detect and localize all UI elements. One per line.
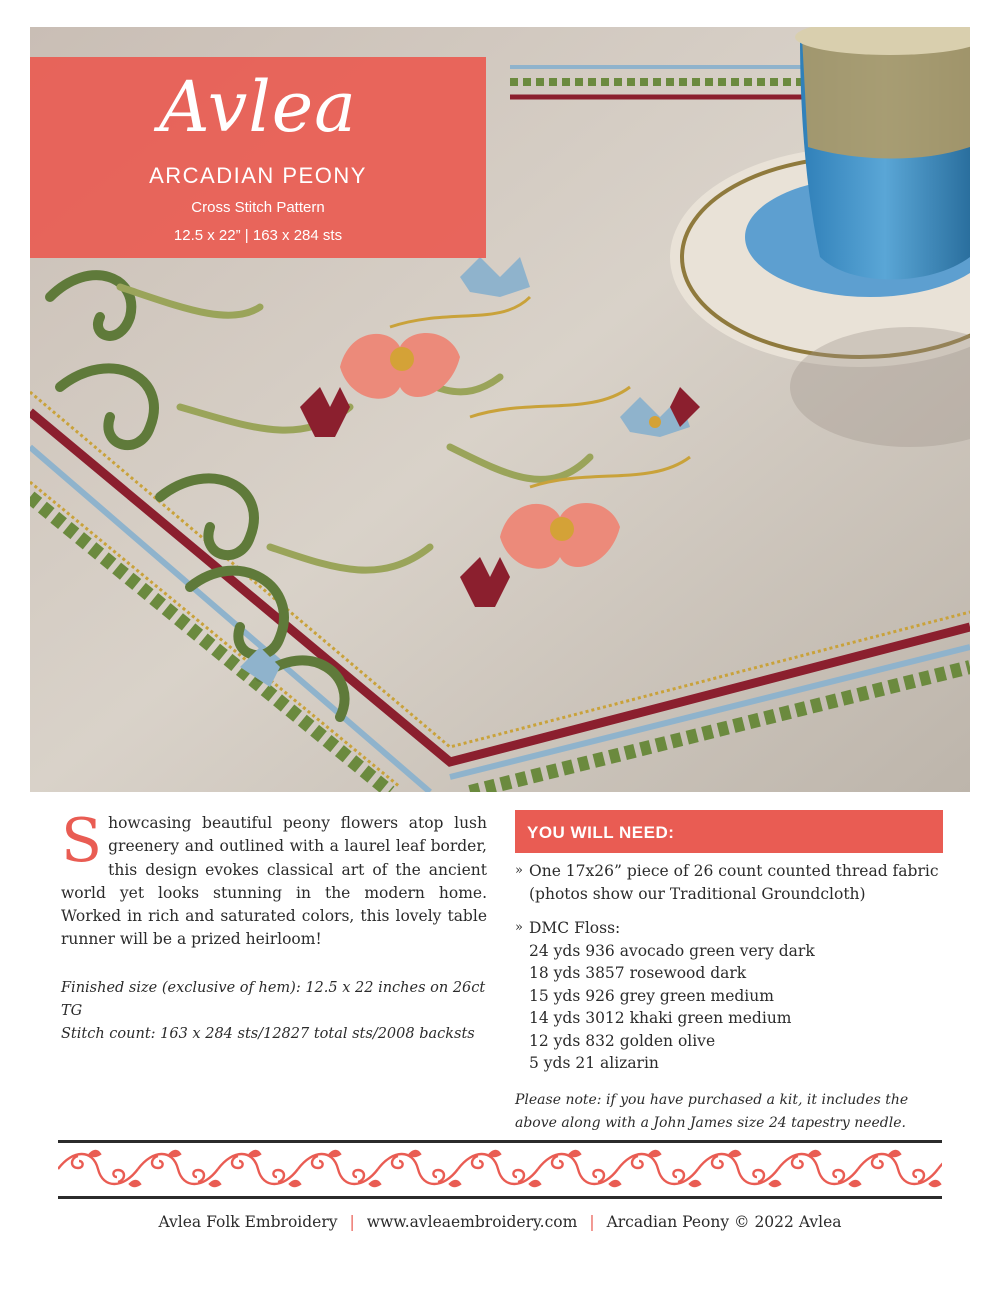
floss-item-heading [515,917,945,940]
description-body: howcasing beautiful peony flowers atop lush greenery and outlined with a laurel leaf border, this design evokes classical art of the ancient world yet looks stunning in the modern home. Worked in rich and saturated colors, this lovely table runner will be a prized heirloom! [61,814,487,949]
description [61,806,487,952]
ornament-scroll [698,1154,778,1184]
you-will-need-heading: YOU WILL NEED: [515,810,943,853]
floss-item: 14 yds 3012 khaki green medium [529,1009,792,1027]
ornament-leaf [570,1151,580,1156]
ornament-curl [72,1156,83,1168]
ornament-scroll [378,1154,458,1184]
ornament-scroll [298,1154,378,1184]
ornament-curl [152,1156,163,1168]
ornament-curl [232,1156,243,1168]
ornament-scroll [458,1154,538,1184]
ornament-curl [792,1156,803,1168]
floss-item: 15 yds 926 grey green medium [529,986,774,1005]
ornament-scroll [138,1154,218,1184]
ornament-leaf [730,1151,740,1156]
footer-separator: | [589,1213,595,1231]
floss-item: 5 yds 21 alizarin [529,1054,659,1072]
ornament-leaf [450,1181,460,1186]
floss-item: 24 yds 936 avocado green very dark [529,941,815,960]
bottom-rule [58,1196,942,1199]
fabric-text: One 17x26” piece of 26 count counted thread fabric (photos show our Traditional Groundcloth) [529,862,939,903]
ornament-leaf [130,1181,140,1186]
footer-copyright: Arcadian Peony © 2022 Avlea [606,1213,842,1231]
ornament-curl [513,1170,524,1182]
ornament-leaf [770,1181,780,1186]
ornament-scroll [938,1154,942,1184]
brand-title: Avlea [159,66,357,148]
ornament-scroll [538,1154,618,1184]
ornament-leaf [930,1181,940,1186]
top-rule [58,1140,942,1143]
ornament-scroll [858,1154,938,1184]
ornament-leaf [810,1151,820,1156]
kit-note: Please note: if you have purchased a kit, it includes the above along with a John James size 24 tapestry needle. [515,1092,909,1131]
ornament-curl [552,1156,563,1168]
footer-separator: | [349,1213,355,1231]
ornament-curl [353,1170,364,1182]
scroll-ornament [58,1146,942,1192]
fabric-item [515,860,945,905]
footer-website[interactable]: www.avleaembroidery.com [366,1213,578,1231]
ornament-leaf [250,1151,260,1156]
finished-size: Finished size (exclusive of hem): 12.5 x 22 inches on 26ct TG [61,980,486,1019]
bullet-mark: » [515,863,523,878]
pattern-dimensions: 12.5 x 22” | 163 x 284 sts [173,227,343,244]
ornament-curl [673,1170,684,1182]
ornament-curl [273,1170,284,1182]
ornament-curl [433,1170,444,1182]
stitch-count: Stitch count: 163 x 284 sts/12827 total sts/2008 backsts [61,1026,475,1042]
ornament-curl [312,1156,323,1168]
ornament-curl [392,1156,403,1168]
floss-heading: DMC Floss: [529,919,621,937]
ornament-curl [113,1170,124,1182]
requirements-list [515,860,945,1075]
ornament-leaf [610,1181,620,1186]
drop-cap: S [61,806,103,876]
ornament-leaf [850,1181,860,1186]
ornament-curl [913,1170,924,1182]
ornament-curl [712,1156,723,1168]
ornament-leaf [650,1151,660,1156]
specifications [61,977,491,1046]
ornament-leaf [170,1151,180,1156]
ornament-curl [593,1170,604,1182]
ornament-leaf [290,1181,300,1186]
ornament-leaf [370,1181,380,1186]
ornament-curl [833,1170,844,1182]
bullet-mark: » [515,920,523,935]
pattern-name: ARCADIAN PEONY [149,163,367,188]
ornament-leaf [530,1181,540,1186]
ornament-leaf [490,1151,500,1156]
title-box [30,57,486,258]
ornament-scroll [58,1154,138,1184]
floss-item: 18 yds 3857 rosewood dark [529,964,747,982]
floss-item: 12 yds 832 golden olive [529,1031,716,1050]
ornament-leaf [330,1151,340,1156]
ornament-scroll [618,1154,698,1184]
ornament-scroll [778,1154,858,1184]
pattern-type: Cross Stitch Pattern [191,199,325,216]
ornament-curl [632,1156,643,1168]
ornament-curl [472,1156,483,1168]
floss-list [515,940,945,1075]
ornament-leaf [90,1151,100,1156]
ornament-leaf [210,1181,220,1186]
ornament-leaf [690,1181,700,1186]
footer [0,1213,1000,1231]
ornament-leaf [410,1151,420,1156]
ornament-curl [872,1156,883,1168]
ornament-curl [193,1170,204,1182]
ornament-curl [753,1170,764,1182]
ornament-scroll [218,1154,298,1184]
ornament-leaf [890,1151,900,1156]
footer-brand: Avlea Folk Embroidery [158,1213,338,1231]
